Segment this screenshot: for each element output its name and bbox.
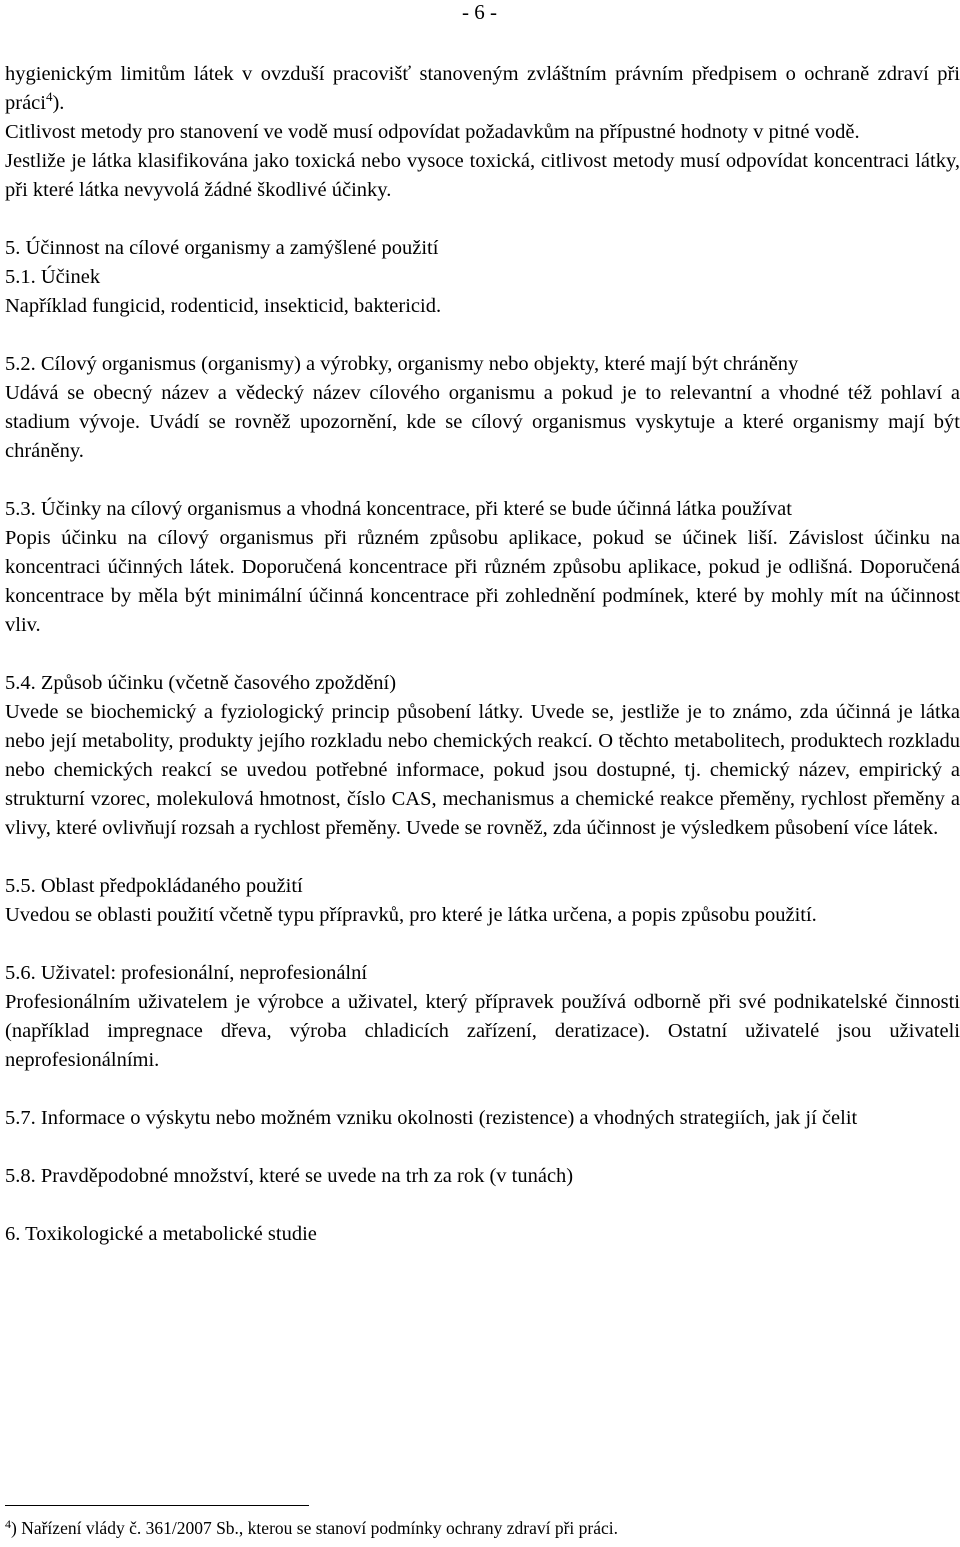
- section-5-4-heading: 5.4. Způsob účinku (včetně časového zpoždění): [5, 672, 397, 694]
- page-number: - 6 -: [462, 0, 497, 24]
- section-5-heading: 5. Účinnost na cílové organismy a zamýšlené použití: [5, 237, 439, 259]
- paragraph-text-end: ).: [52, 92, 65, 114]
- footnote-reference: 4: [45, 89, 53, 104]
- footnote-mark: 4: [5, 1517, 11, 1531]
- section-5-5-heading: 5.5. Oblast předpokládaného použití: [5, 875, 303, 897]
- footnote-text: ) Nařízení vlády č. 361/2007 Sb., kterou se stanoví podmínky ochrany zdraví při práci.: [11, 1518, 618, 1538]
- section-5-2-body: Udává se obecný název a vědecký název cílového organismu a pokud je to relevantní a vhodné též pohlaví a stadium vývoje. Uvádí se rovněž upozornění, kde se cílový organismus vyskytuje a které organismy mají být chráněny.: [5, 382, 960, 462]
- document-body: [5, 60, 960, 1249]
- footnote-separator: [5, 1505, 309, 1506]
- paragraph-hygiene-limits: [5, 60, 960, 118]
- section-5-6-body: Profesionálním uživatelem je výrobce a uživatel, který přípravek používá odborně při své podnikatelské činnosti (například impregnace dřeva, výroba chladicích zařízení, deratizace). Ostatní uživatelé jsou uživateli neprofesionálními.: [5, 991, 960, 1071]
- paragraph-water-sensitivity: Citlivost metody pro stanovení ve vodě musí odpovídat požadavkům na přípustné hodnoty v pitné vodě.: [5, 121, 860, 143]
- section-6-heading: 6. Toxikologické a metabolické studie: [5, 1223, 317, 1245]
- section-5-8-heading: 5.8. Pravděpodobné množství, které se uvede na trh za rok (v tunách): [5, 1165, 574, 1187]
- section-5-3-heading: 5.3. Účinky na cílový organismus a vhodná koncentrace, při které se bude účinná látka používat: [5, 498, 792, 520]
- section-5-2-heading: 5.2. Cílový organismus (organismy) a výrobky, organismy nebo objekty, které mají být chráněny: [5, 353, 799, 375]
- paragraph-text: hygienickým limitům látek v ovzduší pracovišť stanoveným zvláštním právním předpisem o ochraně zdraví při práci: [5, 63, 960, 114]
- paragraph-toxic-sensitivity: Jestliže je látka klasifikována jako toxická nebo vysoce toxická, citlivost metody musí odpovídat koncentraci látky, při které látka nevyvolá žádné škodlivé účinky.: [5, 150, 960, 201]
- section-5-7-heading: 5.7. Informace o výskytu nebo možném vzniku okolnosti (rezistence) a vhodných strategiích, jak jí čelit: [5, 1107, 858, 1129]
- section-5-1-heading: 5.1. Účinek: [5, 266, 101, 288]
- section-5-5-body: Uvedou se oblasti použití včetně typu přípravků, pro které je látka určena, a popis způsobu použití.: [5, 904, 817, 926]
- footnote: [5, 1516, 618, 1540]
- section-5-1-body: Například fungicid, rodenticid, insekticid, baktericid.: [5, 295, 442, 317]
- section-5-3-body: Popis účinku na cílový organismus při různém způsobu aplikace, pokud se účinek liší. Závislost účinku na koncentraci účinných látek. Doporučená koncentrace při různém způsobu aplikace, pokud je odlišná. Doporučená koncentrace by měla být minimální účinná koncentrace při zohlednění podmínek, které by mohly mít na účinnost vliv.: [5, 527, 960, 636]
- section-5-6-heading: 5.6. Uživatel: profesionální, neprofesionální: [5, 962, 368, 984]
- section-5-4-body: Uvede se biochemický a fyziologický princip působení látky. Uvede se, jestliže je to známo, zda účinná je látka nebo její metabolity, produkty jejího rozkladu nebo chemických reakcí. O těchto metabolitech, produktech rozkladu nebo chemických reakcí se uvedou potřebné informace, pokud jsou dostupné, tj. chemický název, empirický a strukturní vzorec, molekulová hmotnost, číslo CAS, mechanismus a chemické reakce přeměny, rychlost přeměny a vlivy, které ovlivňují rozsah a rychlost přeměny. Uvede se rovněž, zda účinnost je výsledkem působení více látek.: [5, 701, 960, 839]
